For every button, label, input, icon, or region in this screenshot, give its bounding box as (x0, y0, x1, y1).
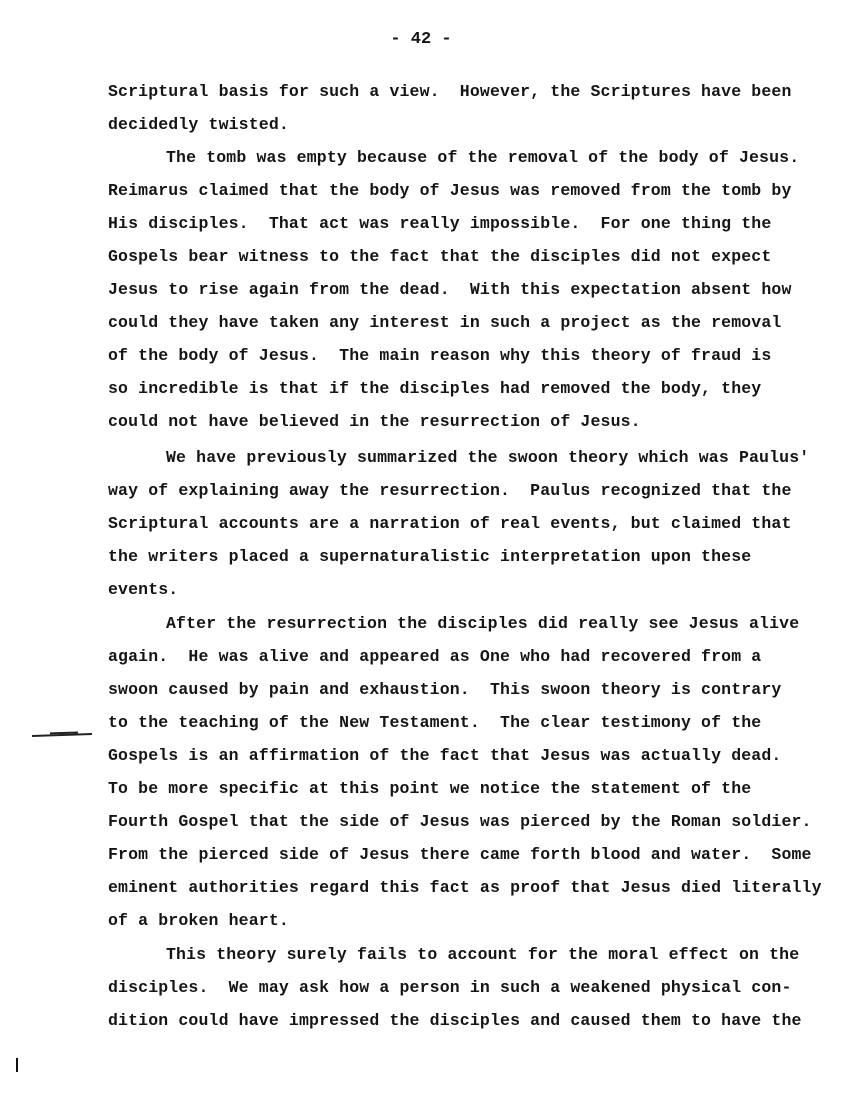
text-line: so incredible is that if the disciples had removed the body, they (108, 379, 762, 398)
text-line: events. (108, 580, 179, 599)
text-line: way of explaining away the resurrection. Paulus recognized that the (108, 481, 792, 500)
text-line: eminent authorities regard this fact as proof that Jesus died literally (108, 878, 822, 897)
text-line: could they have taken any interest in such a project as the removal (108, 313, 782, 332)
text-line: Jesus to rise again from the dead. With this expectation absent how (108, 280, 792, 299)
text-line: swoon caused by pain and exhaustion. This swoon theory is contrary (108, 680, 782, 699)
text-line: disciples. We may ask how a person in such a weakened physical con- (108, 978, 792, 997)
text-line: of a broken heart. (108, 911, 289, 930)
text-line: dition could have impressed the disciples and caused them to have the (108, 1011, 802, 1030)
text-line: again. He was alive and appeared as One who had recovered from a (108, 647, 762, 666)
margin-pen-mark (32, 730, 98, 740)
paragraph-first-line: This theory surely fails to account for the moral effect on the (166, 945, 800, 964)
text-line: Gospels is an affirmation of the fact that Jesus was actually dead. (108, 746, 782, 765)
text-line: To be more specific at this point we notice the statement of the (108, 779, 752, 798)
text-line: decidedly twisted. (108, 115, 289, 134)
page-number: - 42 - (390, 30, 452, 49)
text-line: the writers placed a supernaturalistic interpretation upon these (108, 547, 752, 566)
scan-edge-mark (16, 1058, 18, 1072)
text-line: Gospels bear witness to the fact that the disciples did not expect (108, 247, 772, 266)
paragraph-first-line: The tomb was empty because of the removal of the body of Jesus. (166, 148, 800, 167)
text-line: of the body of Jesus. The main reason why this theory of fraud is (108, 346, 772, 365)
paragraph-first-line: After the resurrection the disciples did really see Jesus alive (166, 614, 800, 633)
text-line: His disciples. That act was really impossible. For one thing the (108, 214, 772, 233)
text-line: Fourth Gospel that the side of Jesus was pierced by the Roman soldier. (108, 812, 812, 831)
text-line: Scriptural accounts are a narration of real events, but claimed that (108, 514, 792, 533)
paragraph-first-line: We have previously summarized the swoon theory which was Paulus' (166, 448, 810, 467)
text-line: From the pierced side of Jesus there came forth blood and water. Some (108, 845, 812, 864)
text-line: to the teaching of the New Testament. The clear testimony of the (108, 713, 762, 732)
text-line: could not have believed in the resurrection of Jesus. (108, 412, 641, 431)
text-line: Reimarus claimed that the body of Jesus was removed from the tomb by (108, 181, 792, 200)
text-line: Scriptural basis for such a view. However, the Scriptures have been (108, 82, 792, 101)
